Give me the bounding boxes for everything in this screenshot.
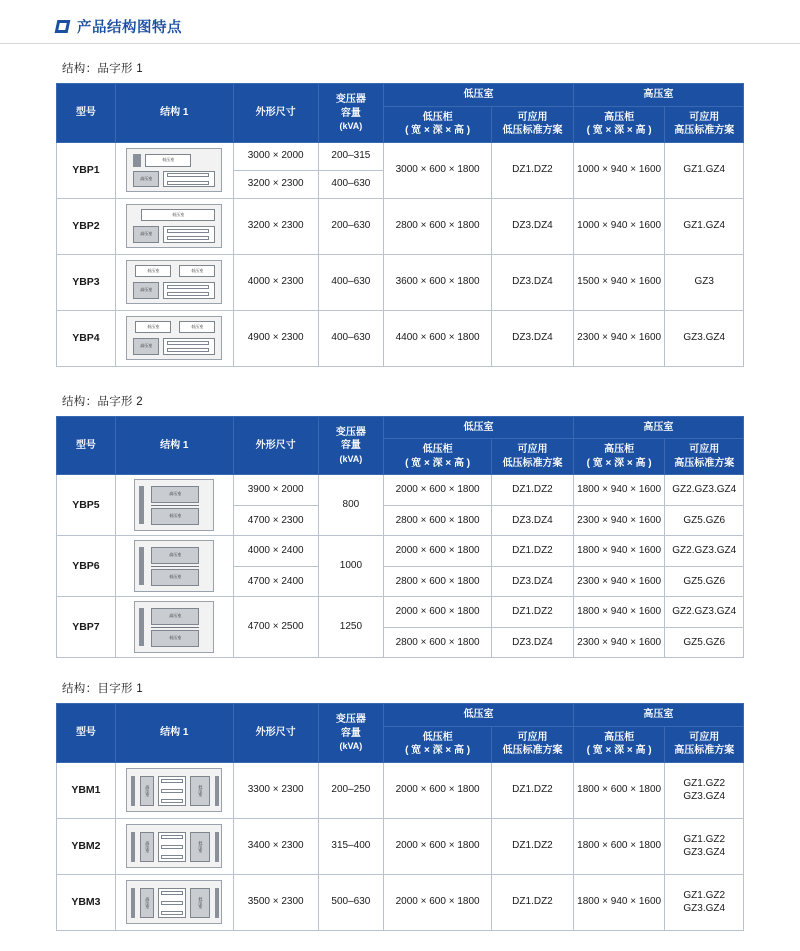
cell-lv-cabinet: 2000 × 600 × 1800 (384, 818, 492, 874)
diagram-lv-room: 低压室 (151, 630, 199, 647)
col-lv-cabinet (384, 439, 492, 475)
cell-lv-cabinet: 2800 × 600 × 1800 (384, 505, 492, 536)
cell-capacity: 400–630 (318, 254, 383, 310)
cell-capacity: 1250 (318, 597, 383, 658)
cell-lv-applicable: DZ1.DZ2 (492, 818, 574, 874)
diagram-hv-room: 高压室 (133, 171, 159, 187)
hv-applicable-line-1: GZ1.GZ2 (683, 777, 726, 789)
capacity-label-2: 容量 (340, 107, 361, 119)
cell-model: YBM2 (57, 818, 116, 874)
col-lv-room: 低压室 (384, 416, 574, 439)
table-row (57, 874, 744, 930)
cell-lv-applicable: DZ1.DZ2 (492, 536, 574, 567)
cell-lv-cabinet: 2000 × 600 × 1800 (384, 762, 492, 818)
cell-model: YBP3 (57, 254, 116, 310)
diagram-hv-room: 高压室 (140, 888, 154, 918)
capacity-label-1: 变压器 (335, 714, 366, 726)
structure-diagram-ybp5 (134, 479, 214, 531)
cell-outline: 4000 × 2300 (233, 254, 318, 310)
cell-capacity: 800 (318, 475, 383, 536)
diagram-side-bar-left (139, 608, 144, 646)
lv-applicable-1: 可应用 (517, 111, 548, 123)
cell-capacity: 500–630 (318, 874, 383, 930)
spec-table-pin2 (56, 416, 744, 659)
cell-hv-applicable (665, 762, 744, 818)
diagram-side-bar-right (215, 776, 219, 806)
cell-hv-cabinet: 2300 × 940 × 1600 (573, 627, 665, 658)
col-outline: 外形尺寸 (233, 84, 318, 143)
col-hv-applicable (665, 439, 744, 475)
section-spacer (0, 658, 800, 680)
cell-hv-applicable: GZ5.GZ6 (665, 566, 744, 597)
col-lv-cabinet (384, 726, 492, 762)
cell-structure-diagram (115, 310, 233, 366)
hv-applicable-line-1: GZ1.GZ2 (683, 889, 726, 901)
section-spacer (0, 367, 800, 393)
cell-model: YBP7 (57, 597, 116, 658)
cell-hv-cabinet: 1000 × 940 × 1600 (573, 142, 665, 198)
diagram-lv-room: 低压室 (190, 888, 210, 918)
table-header-row (57, 84, 744, 107)
hv-cabinet-label: 高压柜 (604, 444, 635, 455)
cell-lv-cabinet: 2000 × 600 × 1800 (384, 536, 492, 567)
col-model: 型号 (57, 416, 116, 475)
cell-outline: 3000 × 2000 (233, 142, 318, 170)
col-model: 型号 (57, 84, 116, 143)
section-pin-1 (0, 60, 800, 367)
structure-diagram-ybp6 (134, 540, 214, 592)
cell-lv-cabinet: 2800 × 600 × 1800 (384, 627, 492, 658)
col-structure: 结构 1 (115, 416, 233, 475)
cell-lv-applicable: DZ1.DZ2 (492, 597, 574, 628)
cell-lv-applicable: DZ1.DZ2 (492, 762, 574, 818)
cell-structure-diagram (115, 254, 233, 310)
cell-model: YBP1 (57, 142, 116, 198)
hv-applicable-line-1: GZ1.GZ2 (683, 833, 726, 845)
cell-lv-cabinet: 2000 × 600 × 1800 (384, 475, 492, 506)
structure-diagram-ybp1 (126, 148, 222, 192)
cell-lv-applicable: DZ3.DZ4 (492, 566, 574, 597)
diagram-side-bar (133, 154, 141, 167)
col-lv-room: 低压室 (384, 704, 574, 727)
col-capacity (318, 704, 383, 763)
cell-hv-applicable: GZ5.GZ6 (665, 505, 744, 536)
col-lv-applicable (492, 106, 574, 142)
section-pin-2 (0, 393, 800, 659)
diagram-lv-room: 低压室 (145, 154, 191, 167)
cell-lv-applicable: DZ3.DZ4 (492, 254, 574, 310)
table-row (57, 198, 744, 254)
lv-cabinet-label: 低压柜 (422, 111, 453, 123)
cell-hv-cabinet: 2300 × 940 × 1600 (573, 310, 665, 366)
cell-lv-cabinet: 2000 × 600 × 1800 (384, 874, 492, 930)
hv-cabinet-dims: ( 宽 × 深 × 高 ) (586, 745, 652, 756)
diagram-lv-room: 低压室 (190, 832, 210, 862)
cell-lv-applicable: DZ3.DZ4 (492, 198, 574, 254)
lv-applicable-2: 低压标准方案 (502, 745, 563, 756)
capacity-label-1: 变压器 (335, 94, 366, 106)
diagram-lv-room-right: 低压室 (179, 321, 215, 333)
lv-cabinet-label: 低压柜 (422, 444, 453, 455)
col-structure: 结构 1 (115, 704, 233, 763)
cell-hv-applicable: GZ3 (665, 254, 744, 310)
cell-outline: 4700 × 2400 (233, 566, 318, 597)
cell-outline: 3500 × 2300 (233, 874, 318, 930)
cell-hv-cabinet: 1800 × 600 × 1800 (573, 762, 665, 818)
cell-outline: 3400 × 2300 (233, 818, 318, 874)
diagram-lv-room: 低压室 (151, 569, 199, 586)
diagram-lv-room: 低压室 (141, 209, 215, 221)
structure-diagram-ybm1 (126, 768, 222, 812)
structure-diagram-ybp2 (126, 204, 222, 248)
cell-structure-diagram (115, 475, 233, 536)
diagram-cabinet-stack (167, 229, 209, 240)
cell-capacity: 200–250 (318, 762, 383, 818)
cell-capacity: 1000 (318, 536, 383, 597)
lv-applicable-1: 可应用 (517, 731, 548, 743)
section-caption: 结构：品字形 1 (62, 63, 143, 75)
col-hv-room: 高压室 (573, 416, 743, 439)
cell-outline: 4000 × 2400 (233, 536, 318, 567)
cell-hv-applicable: GZ5.GZ6 (665, 627, 744, 658)
cell-lv-cabinet: 2800 × 600 × 1800 (384, 198, 492, 254)
diagram-divider (151, 505, 199, 506)
table-row (57, 142, 744, 170)
diagram-side-bar-left (131, 776, 135, 806)
structure-diagram-ybp7 (134, 601, 214, 653)
lv-cabinet-dims: ( 宽 × 深 × 高 ) (405, 457, 471, 469)
col-hv-applicable (665, 726, 744, 762)
cell-hv-cabinet: 1800 × 940 × 1600 (573, 874, 665, 930)
col-hv-applicable (665, 106, 744, 142)
diagram-lv-room-right: 低压室 (179, 265, 215, 277)
cell-hv-applicable: GZ1.GZ4 (665, 142, 744, 198)
cell-model: YBP2 (57, 198, 116, 254)
diagram-hv-room: 高压室 (151, 547, 199, 564)
section-caption: 结构：目字形 1 (62, 683, 143, 695)
lv-applicable-2: 低压标准方案 (502, 457, 563, 469)
cell-hv-cabinet: 1800 × 940 × 1600 (573, 475, 665, 506)
cell-lv-applicable: DZ1.DZ2 (492, 874, 574, 930)
table-header-row (57, 704, 744, 727)
cell-capacity: 400–630 (318, 170, 383, 198)
cell-outline: 4700 × 2500 (233, 597, 318, 658)
diagram-lv-room-left: 低压室 (135, 321, 171, 333)
cell-lv-cabinet: 2800 × 600 × 1800 (384, 566, 492, 597)
cell-structure-diagram (115, 536, 233, 597)
cell-model: YBP5 (57, 475, 116, 536)
cell-structure-diagram (115, 874, 233, 930)
hv-applicable-line-2: GZ3.GZ4 (683, 791, 726, 802)
diagram-hv-room: 高压室 (151, 608, 199, 625)
spec-table-pin1 (56, 83, 744, 367)
cell-structure-diagram (115, 818, 233, 874)
hv-cabinet-label: 高压柜 (604, 731, 635, 743)
cell-lv-cabinet: 3000 × 600 × 1800 (384, 142, 492, 198)
cell-structure-diagram (115, 198, 233, 254)
col-hv-room: 高压室 (573, 704, 743, 727)
cell-model: YBM3 (57, 874, 116, 930)
diagram-cabinet-stack (161, 835, 183, 859)
cell-hv-cabinet: 1000 × 940 × 1600 (573, 198, 665, 254)
table-row (57, 536, 744, 567)
col-lv-applicable (492, 726, 574, 762)
diagram-side-bar-left (139, 547, 144, 585)
cell-hv-applicable: GZ2.GZ3.GZ4 (665, 536, 744, 567)
lv-applicable-2: 低压标准方案 (502, 125, 563, 136)
cell-capacity: 200–630 (318, 198, 383, 254)
diagram-side-bar-left (131, 832, 135, 862)
cell-lv-cabinet: 3600 × 600 × 1800 (384, 254, 492, 310)
cell-hv-cabinet: 1800 × 600 × 1800 (573, 818, 665, 874)
cell-outline: 3900 × 2000 (233, 475, 318, 506)
spec-table-mu1 (56, 703, 744, 931)
hv-applicable-1: 可应用 (689, 731, 720, 743)
diagram-divider (151, 627, 199, 628)
section-mark-icon (55, 20, 71, 33)
cell-lv-applicable: DZ1.DZ2 (492, 475, 574, 506)
hv-applicable-1: 可应用 (689, 444, 720, 455)
diagram-hv-room: 高压室 (133, 338, 159, 355)
capacity-label-2: 容量 (340, 727, 361, 739)
cell-structure-diagram (115, 762, 233, 818)
table-row (57, 597, 744, 628)
diagram-hv-room: 高压室 (151, 486, 199, 503)
diagram-hv-room: 高压室 (133, 282, 159, 299)
cell-lv-applicable: DZ3.DZ4 (492, 627, 574, 658)
col-capacity (318, 416, 383, 475)
structure-diagram-ybm3 (126, 880, 222, 924)
table-row (57, 762, 744, 818)
diagram-cabinet-stack (167, 173, 209, 185)
diagram-side-bar-right (215, 832, 219, 862)
capacity-unit: (kVA) (339, 741, 363, 752)
diagram-side-bar-left (139, 486, 144, 524)
diagram-cabinet-stack (167, 285, 209, 296)
cell-capacity: 400–630 (318, 310, 383, 366)
cell-outline: 3300 × 2300 (233, 762, 318, 818)
cell-model: YBP6 (57, 536, 116, 597)
hv-cabinet-dims: ( 宽 × 深 × 高 ) (586, 457, 652, 469)
cell-capacity: 200–315 (318, 142, 383, 170)
table-row (57, 254, 744, 310)
cell-hv-cabinet: 2300 × 940 × 1600 (573, 566, 665, 597)
col-model: 型号 (57, 704, 116, 763)
section-mu-1 (0, 680, 800, 931)
structure-diagram-ybm2 (126, 824, 222, 868)
diagram-cabinet-stack (161, 891, 183, 915)
section-caption: 结构：品字形 2 (62, 395, 143, 408)
hv-cabinet-dims: ( 宽 × 深 × 高 ) (586, 125, 652, 136)
lv-cabinet-dims: ( 宽 × 深 × 高 ) (405, 125, 471, 136)
col-hv-cabinet (573, 439, 665, 475)
col-capacity (318, 84, 383, 143)
capacity-unit: (kVA) (339, 121, 363, 132)
col-outline: 外形尺寸 (233, 416, 318, 475)
cell-hv-applicable: GZ3.GZ4 (665, 310, 744, 366)
diagram-cabinet-stack (167, 341, 209, 352)
cell-outline: 3200 × 2300 (233, 198, 318, 254)
cell-lv-applicable: DZ3.DZ4 (492, 310, 574, 366)
cell-capacity: 315–400 (318, 818, 383, 874)
cell-outline: 4900 × 2300 (233, 310, 318, 366)
capacity-label-2: 容量 (340, 440, 361, 452)
table-row (57, 310, 744, 366)
diagram-hv-room: 高压室 (140, 776, 154, 806)
col-hv-cabinet (573, 106, 665, 142)
cell-lv-cabinet: 4400 × 600 × 1800 (384, 310, 492, 366)
col-structure: 结构 1 (115, 84, 233, 143)
structure-diagram-ybp4 (126, 316, 222, 360)
lv-cabinet-dims: ( 宽 × 深 × 高 ) (405, 745, 471, 756)
cell-model: YBP4 (57, 310, 116, 366)
hv-applicable-2: 高压标准方案 (674, 125, 735, 136)
cell-structure-diagram (115, 142, 233, 198)
diagram-hv-room: 高压室 (133, 226, 159, 243)
table-row (57, 475, 744, 506)
hv-applicable-2: 高压标准方案 (674, 457, 735, 469)
diagram-lv-room: 低压室 (190, 776, 210, 806)
cell-outline: 3200 × 2300 (233, 170, 318, 198)
cell-hv-cabinet: 2300 × 940 × 1600 (573, 505, 665, 536)
hv-applicable-line-2: GZ3.GZ4 (683, 903, 726, 914)
capacity-label-1: 变压器 (335, 426, 366, 438)
hv-cabinet-label: 高压柜 (604, 111, 635, 123)
col-hv-room: 高压室 (573, 84, 743, 107)
diagram-lv-room-left: 低压室 (135, 265, 171, 277)
lv-cabinet-label: 低压柜 (422, 731, 453, 743)
cell-structure-diagram (115, 597, 233, 658)
col-lv-room: 低压室 (384, 84, 574, 107)
hv-applicable-2: 高压标准方案 (674, 745, 735, 756)
cell-model: YBM1 (57, 762, 116, 818)
cell-hv-applicable: GZ2.GZ3.GZ4 (665, 597, 744, 628)
cell-hv-cabinet: 1500 × 940 × 1600 (573, 254, 665, 310)
diagram-hv-room: 高压室 (140, 832, 154, 862)
cell-hv-applicable: GZ2.GZ3.GZ4 (665, 475, 744, 506)
page-header (0, 10, 800, 44)
lv-applicable-1: 可应用 (517, 444, 548, 455)
cell-hv-cabinet: 1800 × 940 × 1600 (573, 536, 665, 567)
cell-outline: 4700 × 2300 (233, 505, 318, 536)
diagram-lv-room: 低压室 (151, 508, 199, 525)
col-lv-cabinet (384, 106, 492, 142)
cell-lv-applicable: DZ3.DZ4 (492, 505, 574, 536)
col-outline: 外形尺寸 (233, 704, 318, 763)
cell-hv-cabinet: 1800 × 940 × 1600 (573, 597, 665, 628)
table-row (57, 818, 744, 874)
diagram-cabinet-stack (161, 779, 183, 803)
col-hv-cabinet (573, 726, 665, 762)
diagram-divider (151, 566, 199, 567)
cell-lv-applicable: DZ1.DZ2 (492, 142, 574, 198)
cell-hv-applicable: GZ1.GZ4 (665, 198, 744, 254)
col-lv-applicable (492, 439, 574, 475)
cell-hv-applicable (665, 818, 744, 874)
hv-applicable-line-2: GZ3.GZ4 (683, 847, 726, 858)
cell-hv-applicable (665, 874, 744, 930)
hv-applicable-1: 可应用 (689, 111, 720, 123)
cell-lv-cabinet: 2000 × 600 × 1800 (384, 597, 492, 628)
table-header-row (57, 416, 744, 439)
structure-diagram-ybp3 (126, 260, 222, 304)
page-title: 产品结构图特点 (77, 20, 182, 36)
capacity-unit: (kVA) (339, 453, 363, 464)
